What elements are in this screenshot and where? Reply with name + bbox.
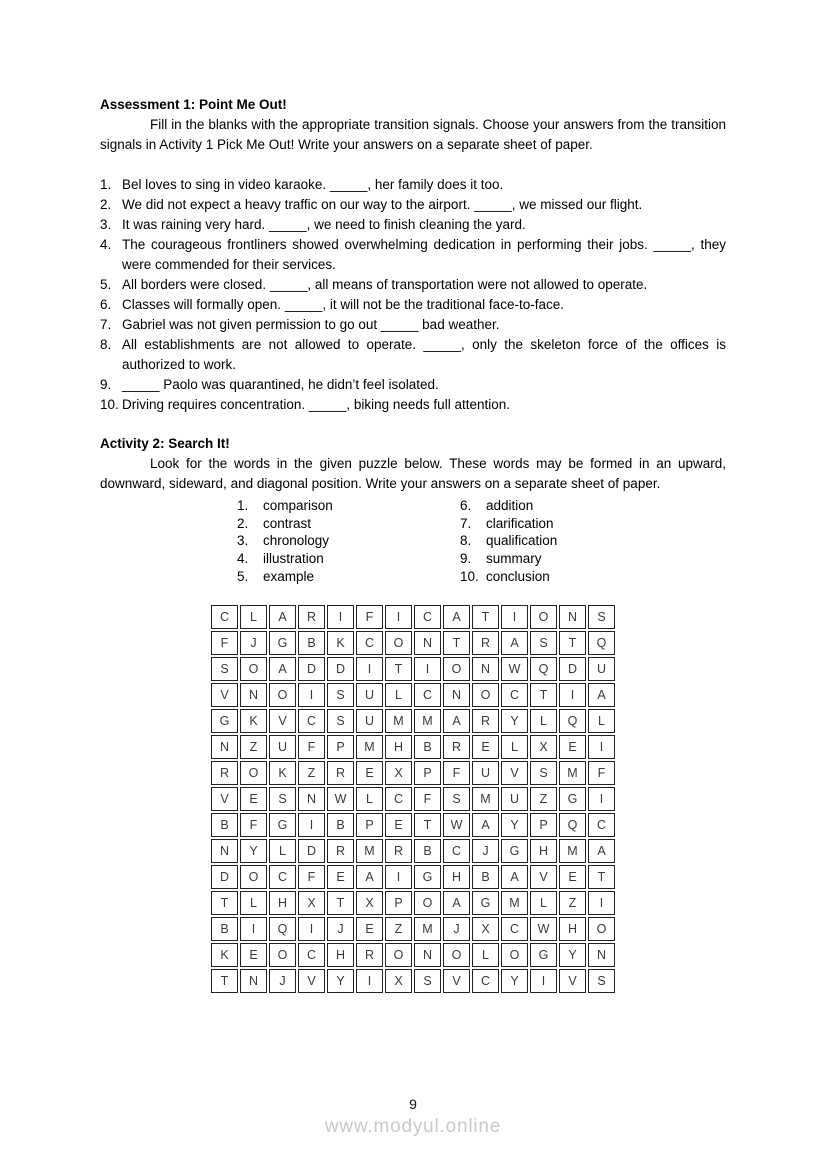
puzzle-cell: A [501,865,528,889]
puzzle-row [211,683,615,707]
puzzle-cell: U [472,761,499,785]
puzzle-cell: K [269,761,296,785]
puzzle-cell: A [472,813,499,837]
puzzle-cell: T [385,657,412,681]
puzzle-cell: S [327,683,354,707]
puzzle-cell: D [559,657,586,681]
puzzle-cell: O [472,683,499,707]
word-number: 4. [237,551,249,567]
word-number: 1. [237,498,249,513]
puzzle-cell: I [501,605,528,629]
item-number: 5. [100,277,112,292]
puzzle-cell: S [588,969,615,993]
puzzle-cell: Y [327,969,354,993]
puzzle-cell: F [356,605,383,629]
word-list-item [460,532,557,550]
puzzle-cell: A [443,709,470,733]
puzzle-cell: C [356,631,383,655]
item-number: 9. [100,377,112,392]
puzzle-cell: M [414,917,441,941]
puzzle-cell: B [414,735,441,759]
puzzle-row [211,787,615,811]
puzzle-cell: M [356,735,383,759]
word-list-item [237,515,460,533]
word-number: 10. [460,568,479,584]
item-number: 8. [100,337,112,352]
puzzle-cell: S [588,605,615,629]
puzzle-cell: D [211,865,238,889]
word-list-item [460,568,557,586]
puzzle-cell: G [269,813,296,837]
puzzle-cell: N [414,631,441,655]
puzzle-cell: V [298,969,325,993]
puzzle-cell: R [472,709,499,733]
puzzle-cell: N [240,683,267,707]
word-label: example [263,568,315,584]
puzzle-cell: O [269,683,296,707]
puzzle-cell: M [559,761,586,785]
item-number: 3. [100,217,112,232]
puzzle-row [211,839,615,863]
puzzle-cell: C [472,969,499,993]
puzzle-cell: S [443,787,470,811]
puzzle-cell: M [356,839,383,863]
puzzle-cell: I [385,605,412,629]
puzzle-cell: I [588,787,615,811]
page-number: 9 [409,1096,417,1112]
puzzle-cell: E [385,813,412,837]
puzzle-cell: T [443,631,470,655]
puzzle-cell: F [414,787,441,811]
puzzle-cell: R [327,761,354,785]
puzzle-cell: F [298,865,325,889]
assessment-instructions: Fill in the blanks with the appropriate transition signals. Choose your answers from the transition signals in Activity 1 Pick Me Out! Write your answers on a separate sheet of paper. [100,117,726,152]
word-list-right-column [460,497,557,586]
assessment-item-list [100,175,726,415]
word-list-item [237,497,460,515]
puzzle-cell: R [298,605,325,629]
puzzle-cell: X [472,917,499,941]
puzzle-cell: H [530,839,557,863]
puzzle-cell: M [385,709,412,733]
word-number: 2. [237,515,249,531]
puzzle-row [211,631,615,655]
puzzle-row [211,969,615,993]
puzzle-cell: P [327,735,354,759]
puzzle-cell: L [356,787,383,811]
puzzle-cell: N [414,943,441,967]
puzzle-row [211,813,615,837]
puzzle-row [211,943,615,967]
puzzle-cell: L [472,943,499,967]
puzzle-cell: L [385,683,412,707]
puzzle-cell: U [356,683,383,707]
puzzle-cell: A [588,839,615,863]
word-list-item [237,550,460,568]
puzzle-cell: S [211,657,238,681]
puzzle-cell: C [443,839,470,863]
puzzle-cell: U [588,657,615,681]
puzzle-cell: C [298,709,325,733]
puzzle-cell: V [211,683,238,707]
puzzle-cell: F [443,761,470,785]
puzzle-cell: J [443,917,470,941]
puzzle-cell: O [443,943,470,967]
puzzle-cell: I [327,605,354,629]
word-number: 9. [460,551,472,567]
puzzle-cell: R [385,839,412,863]
puzzle-cell: M [472,787,499,811]
puzzle-cell: O [414,891,441,915]
puzzle-cell: C [501,917,528,941]
puzzle-cell: F [240,813,267,837]
puzzle-cell: I [414,657,441,681]
puzzle-cell: B [327,813,354,837]
puzzle-cell: C [501,683,528,707]
puzzle-cell: M [414,709,441,733]
puzzle-cell: D [298,839,325,863]
sentence-item [100,335,726,375]
puzzle-cell: H [269,891,296,915]
puzzle-cell: E [472,735,499,759]
puzzle-cell: J [240,631,267,655]
word-label: chronology [263,533,330,549]
word-number: 8. [460,533,472,549]
puzzle-cell: I [298,813,325,837]
puzzle-cell: Y [501,969,528,993]
puzzle-cell: X [356,891,383,915]
item-text: Gabriel was not given permission to go out _____ bad weather. [122,317,500,332]
puzzle-cell: L [240,891,267,915]
puzzle-cell: I [530,969,557,993]
puzzle-cell: S [530,631,557,655]
puzzle-cell: N [211,839,238,863]
puzzle-cell: O [385,943,412,967]
word-list-item [460,515,557,533]
puzzle-cell: P [530,813,557,837]
puzzle-cell: O [385,631,412,655]
word-label: clarification [486,515,554,531]
puzzle-cell: Q [269,917,296,941]
puzzle-cell: X [385,969,412,993]
puzzle-cell: G [414,865,441,889]
puzzle-cell: X [530,735,557,759]
puzzle-cell: N [211,735,238,759]
puzzle-row [211,761,615,785]
sentence-item [100,315,726,335]
puzzle-cell: P [414,761,441,785]
puzzle-cell: A [443,891,470,915]
puzzle-cell: O [501,943,528,967]
item-text: Bel loves to sing in video karaoke. _____, her family does it too. [122,177,504,192]
word-number: 3. [237,533,249,549]
puzzle-cell: Y [501,709,528,733]
puzzle-cell: O [443,657,470,681]
puzzle-cell: Y [501,813,528,837]
item-number: 4. [100,237,112,252]
puzzle-cell: Q [588,631,615,655]
puzzle-cell: E [356,761,383,785]
puzzle-cell: S [327,709,354,733]
puzzle-row [211,917,615,941]
word-label: addition [486,498,534,513]
puzzle-row [211,865,615,889]
puzzle-cell: J [269,969,296,993]
puzzle-cell: G [211,709,238,733]
watermark: www.modyul.online [324,1116,502,1137]
puzzle-cell: C [414,605,441,629]
puzzle-cell: T [530,683,557,707]
puzzle-cell: M [501,891,528,915]
word-label: contrast [263,515,312,531]
assessment-title: Assessment 1: Point Me Out! [100,97,287,112]
puzzle-cell: W [501,657,528,681]
puzzle-cell: B [472,865,499,889]
word-label: conclusion [486,568,550,584]
puzzle-cell: C [269,865,296,889]
puzzle-row [211,657,615,681]
item-text: Driving requires concentration. _____, biking needs full attention. [122,397,510,412]
puzzle-cell: R [356,943,383,967]
puzzle-cell: F [298,735,325,759]
word-list-item [460,497,557,515]
sentence-item [100,295,726,315]
puzzle-cell: O [588,917,615,941]
puzzle-cell: C [211,605,238,629]
puzzle-cell: Y [559,943,586,967]
puzzle-row [211,891,615,915]
puzzle-cell: B [414,839,441,863]
puzzle-cell: R [211,761,238,785]
puzzle-cell: V [269,709,296,733]
word-search-grid [209,603,617,995]
puzzle-row [211,605,615,629]
puzzle-cell: T [472,605,499,629]
puzzle-cell: K [327,631,354,655]
word-number: 7. [460,515,472,531]
sentence-item [100,195,726,215]
word-label: illustration [263,551,324,567]
puzzle-cell: C [298,943,325,967]
word-list-item [237,532,460,550]
puzzle-row [211,709,615,733]
puzzle-cell: U [356,709,383,733]
puzzle-cell: O [530,605,557,629]
activity2-instructions: Look for the words in the given puzzle below. These words may be formed in an upward, downward, sideward, and diagonal position. Write your answers on a separate sheet of paper. [100,456,726,491]
puzzle-cell: H [443,865,470,889]
puzzle-cell: B [211,813,238,837]
word-list-left-column [237,497,460,586]
puzzle-cell: Q [530,657,557,681]
puzzle-cell: C [588,813,615,837]
puzzle-cell: M [559,839,586,863]
puzzle-cell: R [443,735,470,759]
sentence-item [100,375,726,395]
puzzle-cell: T [327,891,354,915]
item-text: It was raining very hard. _____, we need to finish cleaning the yard. [122,217,526,232]
puzzle-cell: U [269,735,296,759]
puzzle-cell: T [559,631,586,655]
puzzle-cell: S [414,969,441,993]
puzzle-cell: U [501,787,528,811]
puzzle-cell: D [298,657,325,681]
puzzle-cell: E [327,865,354,889]
puzzle-cell: I [298,917,325,941]
sentence-item [100,175,726,195]
puzzle-cell: V [530,865,557,889]
puzzle-cell: O [240,761,267,785]
puzzle-cell: N [240,969,267,993]
puzzle-cell: A [269,657,296,681]
puzzle-cell: L [501,735,528,759]
puzzle-row [211,735,615,759]
puzzle-cell: Z [385,917,412,941]
puzzle-cell: W [443,813,470,837]
puzzle-cell: W [327,787,354,811]
sentence-item [100,235,726,275]
puzzle-cell: A [356,865,383,889]
word-label: summary [486,551,542,567]
puzzle-cell: A [443,605,470,629]
puzzle-cell: T [211,891,238,915]
puzzle-cell: G [559,787,586,811]
puzzle-cell: G [530,943,557,967]
sentence-item [100,215,726,235]
puzzle-cell: V [443,969,470,993]
activity2-title: Activity 2: Search It! [100,436,230,451]
puzzle-cell: T [211,969,238,993]
puzzle-cell: O [240,865,267,889]
puzzle-cell: A [501,631,528,655]
puzzle-cell: X [298,891,325,915]
puzzle-cell: N [588,943,615,967]
puzzle-cell: O [240,657,267,681]
item-number: 6. [100,297,112,312]
puzzle-cell: K [211,943,238,967]
puzzle-cell: I [588,735,615,759]
puzzle-cell: E [240,943,267,967]
puzzle-cell: Y [240,839,267,863]
puzzle-cell: J [327,917,354,941]
word-number: 5. [237,568,249,584]
puzzle-cell: E [356,917,383,941]
puzzle-cell: S [269,787,296,811]
puzzle-cell: I [588,891,615,915]
puzzle-cell: D [327,657,354,681]
puzzle-cell: R [327,839,354,863]
puzzle-cell: A [588,683,615,707]
puzzle-cell: E [559,865,586,889]
puzzle-cell: N [559,605,586,629]
puzzle-cell: Q [559,813,586,837]
puzzle-cell: O [269,943,296,967]
puzzle-cell: X [385,761,412,785]
puzzle-cell: I [385,865,412,889]
item-text: The courageous frontliners showed overwhelming dedication in performing their jobs. _____, they were commended for their services. [122,237,726,272]
puzzle-cell: I [356,969,383,993]
puzzle-cell: V [559,969,586,993]
puzzle-cell: Q [559,709,586,733]
item-text: Classes will formally open. _____, it will not be the traditional face-to-face. [122,297,564,312]
word-number: 6. [460,498,472,513]
puzzle-cell: B [211,917,238,941]
puzzle-cell: L [530,709,557,733]
word-list-item [460,550,557,568]
puzzle-cell: L [269,839,296,863]
puzzle-cell: E [240,787,267,811]
puzzle-cell: K [240,709,267,733]
puzzle-cell: I [240,917,267,941]
item-number: 2. [100,197,112,212]
sentence-item [100,275,726,295]
puzzle-cell: G [472,891,499,915]
puzzle-cell: S [530,761,557,785]
sentence-item [100,395,726,415]
puzzle-cell: P [356,813,383,837]
puzzle-cell: R [472,631,499,655]
puzzle-cell: I [559,683,586,707]
puzzle-cell: H [385,735,412,759]
puzzle-cell: Z [559,891,586,915]
puzzle-cell: Z [240,735,267,759]
puzzle-cell: P [385,891,412,915]
word-list [237,497,726,586]
item-number: 1. [100,177,112,192]
word-list-item [237,568,460,586]
puzzle-cell: J [472,839,499,863]
puzzle-cell: L [240,605,267,629]
puzzle-cell: T [414,813,441,837]
puzzle-cell: I [298,683,325,707]
puzzle-cell: I [356,657,383,681]
item-text: All establishments are not allowed to operate. _____, only the skeleton force of the offices is authorized to work. [122,337,726,372]
puzzle-cell: Z [530,787,557,811]
word-label: qualification [486,533,558,549]
page-content [100,95,726,995]
puzzle-cell: V [501,761,528,785]
puzzle-cell: T [588,865,615,889]
puzzle-cell: C [414,683,441,707]
puzzle-cell: L [530,891,557,915]
puzzle-cell: L [588,709,615,733]
puzzle-cell: N [298,787,325,811]
word-label: comparison [263,498,333,513]
item-text: All borders were closed. _____, all means of transportation were not allowed to operate. [122,277,648,292]
puzzle-cell: F [211,631,238,655]
puzzle-cell: N [472,657,499,681]
puzzle-cell: V [211,787,238,811]
puzzle-cell: F [588,761,615,785]
item-number: 10. [100,397,119,412]
puzzle-cell: B [298,631,325,655]
puzzle-cell: G [501,839,528,863]
puzzle-cell: N [443,683,470,707]
puzzle-cell: G [269,631,296,655]
item-number: 7. [100,317,112,332]
puzzle-cell: H [559,917,586,941]
puzzle-cell: E [559,735,586,759]
puzzle-cell: Z [298,761,325,785]
puzzle-cell: H [327,943,354,967]
item-text: _____ Paolo was quarantined, he didn’t feel isolated. [122,377,439,392]
puzzle-cell: W [530,917,557,941]
puzzle-cell: A [269,605,296,629]
item-text: We did not expect a heavy traffic on our way to the airport. _____, we missed our flight. [122,197,643,212]
puzzle-cell: C [385,787,412,811]
